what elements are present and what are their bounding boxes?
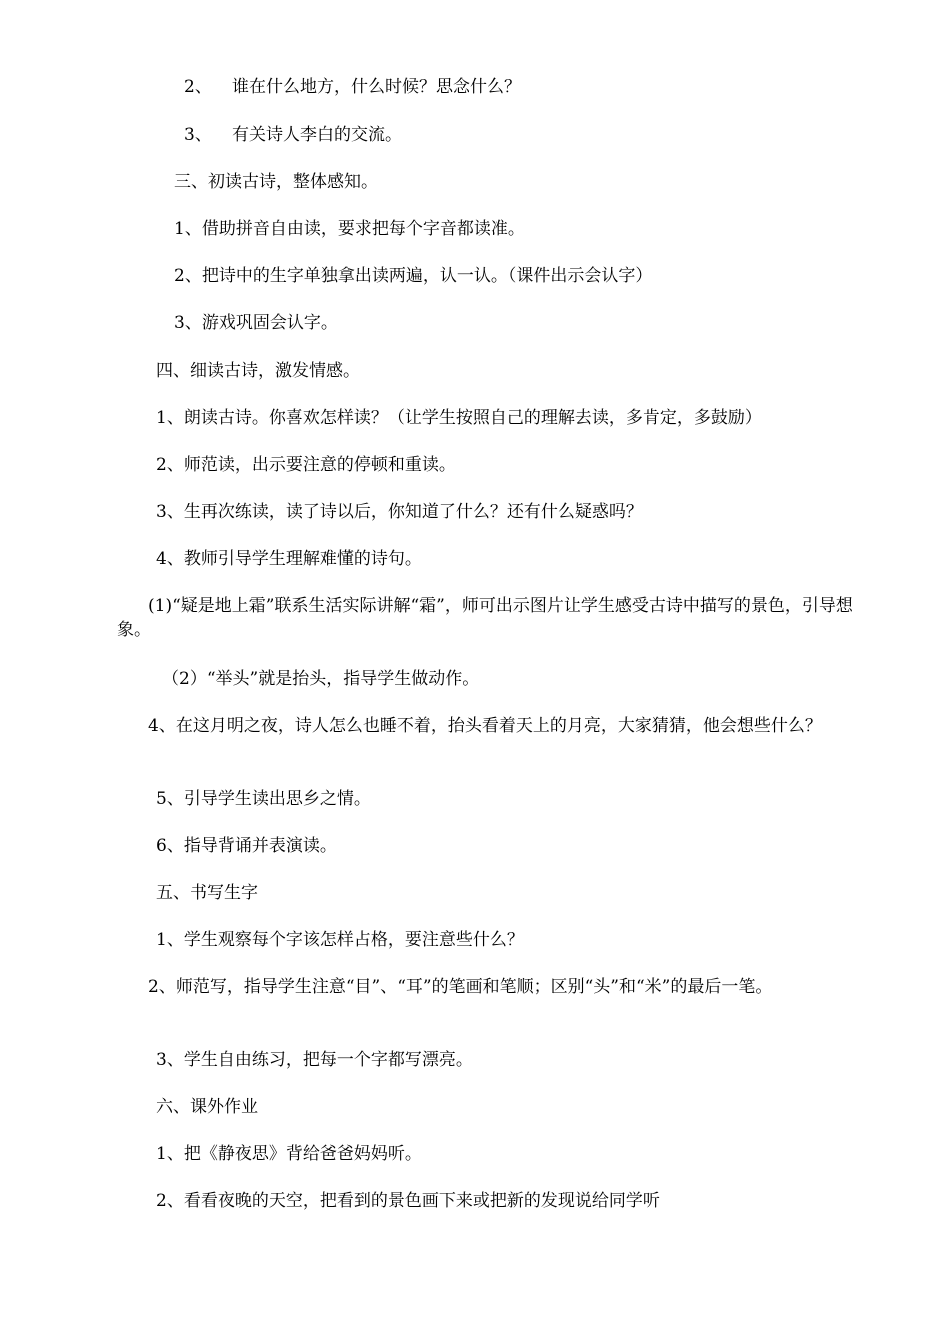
section-heading: 五、书写生字 (156, 883, 258, 903)
list-item (184, 75, 521, 99)
item-number: 3、 (184, 125, 212, 145)
list-item: 6、指导背诵并表演读。 (156, 836, 337, 856)
list-item (184, 123, 402, 147)
item-text: 谁在什么地方，什么时候？思念什么？ (232, 77, 521, 97)
section-heading: 六、课外作业 (156, 1097, 258, 1117)
sub-item: （2）“举头”就是抬头，指导学生做动作。 (162, 669, 480, 689)
item-text: 有关诗人李白的交流。 (232, 125, 402, 145)
list-item-paragraph: 4、在这月明之夜，诗人怎么也睡不着，抬头看着天上的月亮，大家猜猜，他会想些什么？ (148, 716, 822, 736)
list-item: 1、学生观察每个字该怎样占格，要注意些什么？ (156, 930, 524, 950)
list-item: 3、学生自由练习，把每一个字都写漂亮。 (156, 1050, 473, 1070)
list-item: 1、把《静夜思》背给爸爸妈妈听。 (156, 1144, 422, 1164)
list-item: 1、借助拼音自由读，要求把每个字音都读准。 (174, 219, 525, 239)
list-item: 2、把诗中的生字单独拿出读两遍，认一认。（课件出示会认字） (174, 266, 653, 286)
sub-item-paragraph: (1)“疑是地上霜”联系生活实际讲解“霜”，师可出示图片让学生感受古诗中描写的景色，引导想象。 (117, 596, 853, 640)
section-heading: 三、初读古诗，整体感知。 (174, 172, 378, 192)
list-item: 1、朗读古诗。你喜欢怎样读？（让学生按照自己的理解去读，多肯定，多鼓励） (156, 408, 762, 428)
list-item: 3、游戏巩固会认字。 (174, 313, 338, 333)
list-item: 5、引导学生读出思乡之情。 (156, 789, 371, 809)
item-number: 2、 (184, 77, 212, 97)
list-item: 3、生再次练读，读了诗以后，你知道了什么？还有什么疑惑吗？ (156, 502, 643, 522)
section-heading: 四、细读古诗，激发情感。 (156, 361, 360, 381)
list-item-paragraph: 2、师范写，指导学生注意“目”、“耳”的笔画和笔顺；区别“头”和“米”的最后一笔。 (148, 977, 773, 997)
list-item: 2、看看夜晚的天空，把看到的景色画下来或把新的发现说给同学听 (156, 1191, 660, 1211)
list-item: 2、师范读，出示要注意的停顿和重读。 (156, 455, 456, 475)
list-item: 4、教师引导学生理解难懂的诗句。 (156, 549, 422, 569)
